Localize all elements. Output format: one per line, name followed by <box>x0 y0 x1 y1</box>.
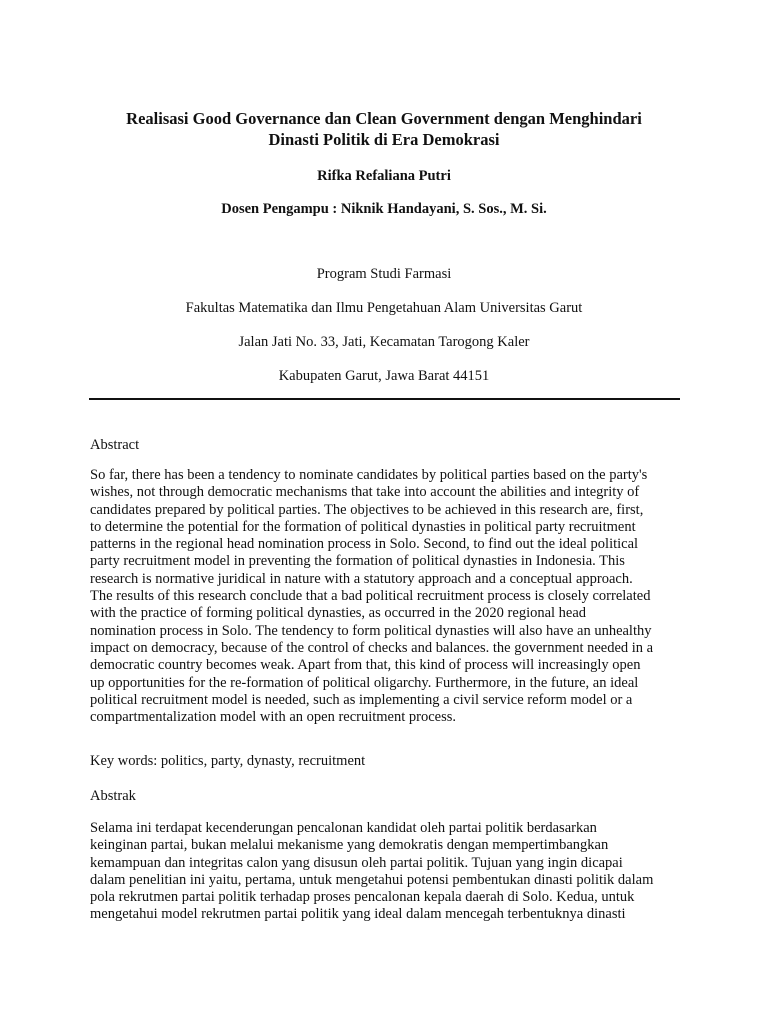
author-name: Rifka Refaliana Putri <box>317 168 451 184</box>
affiliation-faculty: Fakultas Matematika dan Ilmu Pengetahuan Alam Universitas Garut <box>185 300 583 316</box>
abstract-id-line: pola rekrutmen partai politik terhadap proses pencalonan kepala daerah di Solo. Kedua, untuk <box>90 889 635 906</box>
abstract-en-line: candidates prepared by political parties. The objectives to be achieved in this research are, first, <box>90 501 644 518</box>
abstract-en-line: So far, there has been a tendency to nominate candidates by political parties based on the party's <box>90 467 648 483</box>
header-divider <box>89 398 680 400</box>
abstract-en-line: party recruitment model in preventing the formation of political dynasties in Indonesia. This <box>90 553 625 570</box>
abstract-en-line: research is normative juridical in nature with a statutory approach and a conceptual approach. <box>90 570 633 587</box>
abstract-en-line: impact on democracy, because of the control of checks and balances. the government needed in a <box>90 639 654 656</box>
keywords-line: Key words: politics, party, dynasty, recruitment <box>90 753 366 769</box>
abstract-en-line: patterns in the regional head nomination process in Solo. Second, to find out the ideal political <box>90 536 639 553</box>
abstract-id-line: Selama ini terdapat kecenderungan pencalonan kandidat oleh partai politik berdasarkan <box>90 820 597 836</box>
abstract-id-line: keinginan partai, bukan melalui mekanisme yang demokratis dengan mempertimbangkan <box>90 837 609 854</box>
abstract-en-line: nomination process in Solo. The tendency to form political dynasties will also have an unhealthy <box>90 622 652 639</box>
abstract-en-line: up opportunities for the re-formation of political oligarchy. Furthermore, in the future, an ideal <box>90 674 639 691</box>
abstract-id-paragraph <box>90 820 690 924</box>
abstract-en-line: The results of this research conclude that a bad political recruitment process is closely correlated <box>90 588 651 605</box>
abstract-en-paragraph <box>90 467 690 726</box>
abstract-en-line: with the practice of forming political dynasties, as occurred in the 2020 regional head <box>90 605 587 622</box>
paper-title-line-1: Realisasi Good Governance dan Clean Government dengan Menghindari <box>126 109 642 128</box>
paper-title-line-2: Dinasti Politik di Era Demokrasi <box>268 130 500 149</box>
affiliation-city: Kabupaten Garut, Jawa Barat 44151 <box>278 368 490 384</box>
abstract-id-line: kemampuan dan integritas calon yang disusun oleh partai politik. Tujuan yang ingin dicapai <box>90 854 623 871</box>
abstract-en-line: compartmentalization model with an open recruitment process. <box>90 709 457 726</box>
abstract-id-line: dalam penelitian ini yaitu, pertama, untuk mengetahui potensi pembentukan dinasti politik dalam <box>90 871 654 888</box>
abstract-en-line: democratic country becomes weak. Apart from that, this kind of process will increasingly open <box>90 657 641 674</box>
abstrak-heading: Abstrak <box>90 788 136 804</box>
abstract-en-line: to determine the potential for the formation of political dynasties in political party recruitment <box>90 518 636 535</box>
supervisor-name: Dosen Pengampu : Niknik Handayani, S. Sos., M. Si. <box>221 201 547 217</box>
affiliation-street: Jalan Jati No. 33, Jati, Kecamatan Tarogong Kaler <box>238 334 530 350</box>
affiliation-program: Program Studi Farmasi <box>316 266 452 282</box>
abstract-heading: Abstract <box>90 437 140 453</box>
paper-title <box>60 108 708 150</box>
abstract-id-line: mengetahui model rekrutmen partai politik yang ideal dalam mencegah terbentuknya dinasti <box>90 906 626 923</box>
abstract-en-line: wishes, not through democratic mechanisms that take into account the abilities and integrity of <box>90 484 640 501</box>
abstract-en-line: political recruitment model is needed, such as implementing a civil service reform model or a <box>90 691 633 708</box>
